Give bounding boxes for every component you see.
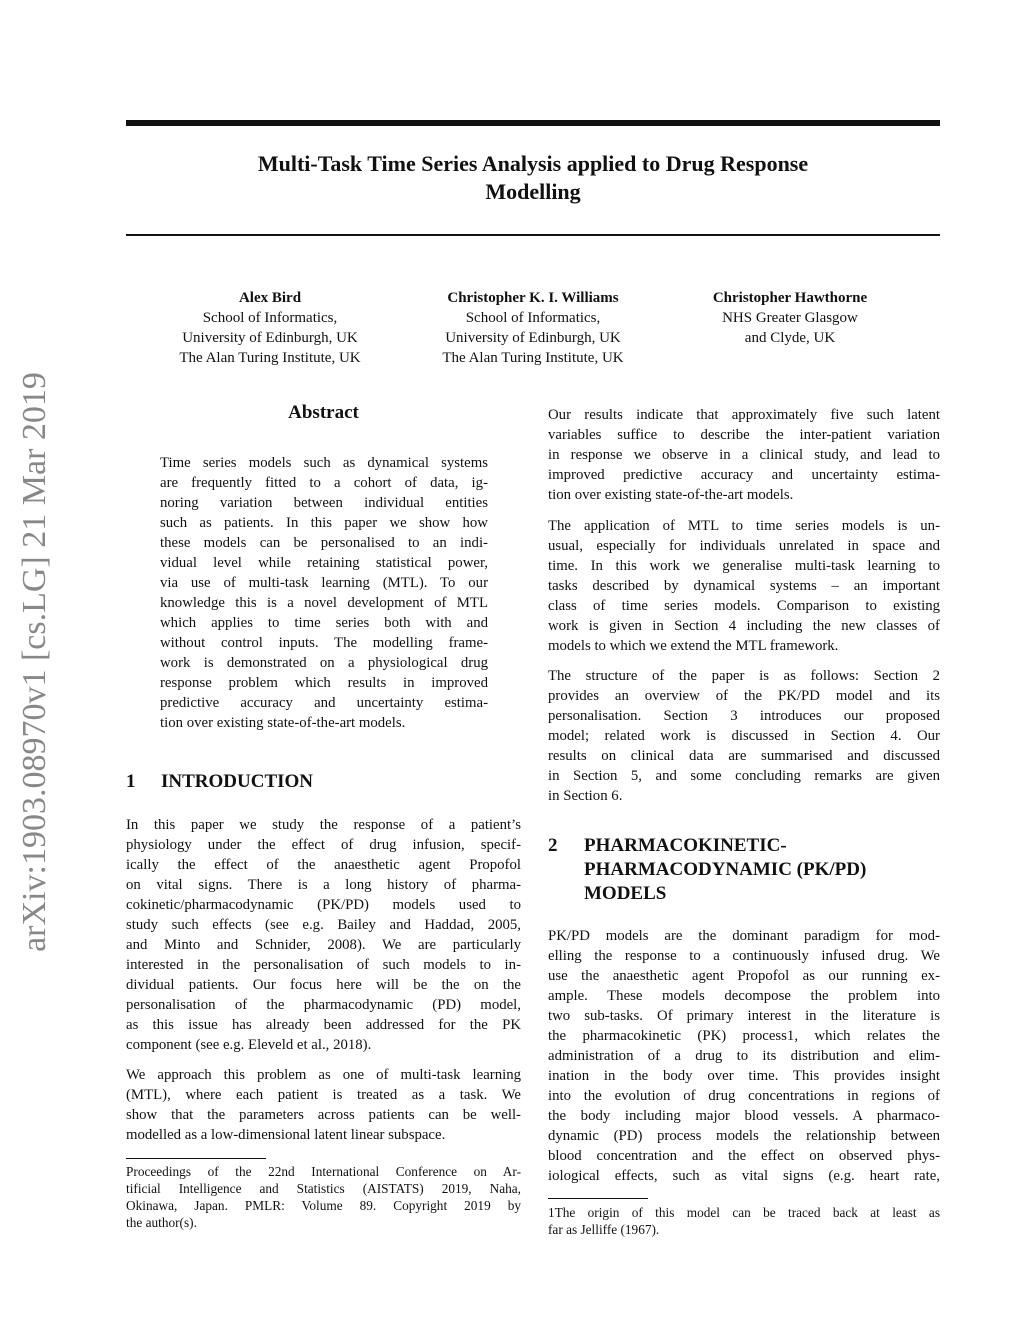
text-line: administration of a drug to its distribution and elim-: [548, 1048, 940, 1064]
text-line: study such effects (see e.g. Bailey and Haddad, 2005,: [126, 917, 521, 933]
text-line: tasks described by dynamical systems – an important: [548, 578, 940, 594]
footnote-rule: [126, 1158, 266, 1159]
text-line: in Section 5, and some concluding remarks are given: [548, 768, 940, 784]
text-line: ample. These models decompose the problem into: [548, 988, 940, 1004]
abstract-line: tion over existing state-of-the-art models.: [160, 715, 406, 731]
abstract-line: are frequently fitted to a cohort of data, ig-: [160, 475, 488, 491]
section-title: INTRODUCTION: [161, 771, 314, 792]
text-line: physiology under the effect of drug infusion, specif-: [126, 837, 521, 853]
author-affiliation: The Alan Turing Institute, UK: [179, 350, 361, 366]
pkpd-paragraph: [548, 926, 940, 1186]
text-line: usual, especially for individuals unrelated in space and: [548, 538, 940, 554]
text-line: The application of MTL to time series models is un-: [548, 518, 940, 534]
author-block: [403, 288, 663, 368]
right-paragraph-1: [548, 405, 940, 505]
text-line: personalisation. Section 3 introduces our proposed: [548, 708, 940, 724]
text-line: In this paper we study the response of a patient’s: [126, 817, 521, 833]
text-line: time. In this work we generalise multi-task learning to: [548, 558, 940, 574]
text-line: the body including major blood vessels. A pharmaco-: [548, 1108, 940, 1124]
section-title-line: PHARMACODYNAMIC (PK/PD): [584, 859, 867, 880]
author-affiliation: University of Edinburgh, UK: [182, 330, 358, 346]
abstract-heading: Abstract: [288, 402, 359, 423]
abstract-line: noring variation between individual entities: [160, 495, 488, 511]
text-line: blood concentration and the effect on observed phys-: [548, 1148, 940, 1164]
jelliffe-footnote: [548, 1204, 940, 1238]
author-name: Alex Bird: [238, 290, 302, 306]
abstract-body: [160, 453, 488, 733]
section-heading-pkpd: [584, 834, 944, 906]
text-line: far as Jelliffe (1967).: [548, 1222, 660, 1237]
section-heading-introduction: [126, 770, 521, 794]
text-line: modelled as a low-dimensional latent linear subspace.: [126, 1127, 446, 1143]
abstract-line: these models can be personalised to an indi-: [160, 535, 488, 551]
author-name: Christopher K. I. Williams: [447, 290, 619, 306]
text-line: class of time series models. Comparison to existing: [548, 598, 940, 614]
abstract-line: such as patients. In this paper we show how: [160, 515, 488, 531]
text-line: model; related work is discussed in Section 4. Our: [548, 728, 940, 744]
text-line: the pharmacokinetic (PK) process1, which relates the: [548, 1028, 940, 1044]
footnote-rule: [548, 1198, 648, 1199]
author-affiliation: School of Informatics,: [465, 310, 601, 326]
author-affiliation: School of Informatics,: [202, 310, 338, 326]
abstract-line: without control inputs. The modelling frame-: [160, 635, 488, 651]
text-line: improved predictive accuracy and uncertainty estima-: [548, 467, 940, 483]
abstract-line: response problem which results in improved: [160, 675, 488, 691]
text-line: interested in the personalisation of such models to in-: [126, 957, 521, 973]
text-line: into the evolution of drug concentrations in regions of: [548, 1088, 940, 1104]
text-line: tificial Intelligence and Statistics (AISTATS) 2019, Naha,: [126, 1181, 521, 1196]
text-line: tion over existing state-of-the-art models.: [548, 487, 794, 503]
abstract-line: which applies to time series both with and: [160, 615, 488, 631]
text-line: variables suffice to describe the inter-patient variation: [548, 427, 940, 443]
abstract-line: work is demonstrated on a physiological drug: [160, 655, 488, 671]
author-affiliation: NHS Greater Glasgow: [722, 310, 858, 326]
text-line: Our results indicate that approximately five such latent: [548, 407, 940, 423]
paper-title: [126, 150, 940, 206]
text-line: component (see e.g. Eleveld et al., 2018).: [126, 1037, 372, 1053]
author-block: [140, 288, 400, 368]
abstract-line: via use of multi-task learning (MTL). To our: [160, 575, 488, 591]
text-line: ination in the body over time. This provides insight: [548, 1068, 940, 1084]
abstract-line: knowledge this is a novel development of MTL: [160, 595, 488, 611]
text-line: show that the parameters across patients can be well-: [126, 1107, 521, 1123]
text-line: personalisation of the pharmacodynamic (PD) model,: [126, 997, 521, 1013]
text-line: in Section 6.: [548, 788, 623, 804]
text-line: iological effects, such as vital signs (e.g. heart rate,: [548, 1168, 940, 1184]
section-title-line: MODELS: [584, 883, 667, 904]
text-line: Proceedings of the 22nd International Conference on Ar-: [126, 1164, 521, 1179]
text-line: dividual patients. Our focus here will be the on the: [126, 977, 521, 993]
text-line: elling the response to a continuously infused drug. We: [548, 948, 940, 964]
intro-paragraph-2: [126, 1065, 521, 1145]
text-line: two sub-tasks. Of primary interest in the literature is: [548, 1008, 940, 1024]
right-paragraph-2: [548, 516, 940, 656]
abstract-line: predictive accuracy and uncertainty estima-: [160, 695, 488, 711]
author-affiliation: University of Edinburgh, UK: [445, 330, 621, 346]
author-name: Christopher Hawthorne: [712, 290, 868, 306]
text-line: on vital signs. There is a long history of pharma-: [126, 877, 521, 893]
text-line: work is given in Section 4 including the new classes of: [548, 618, 940, 634]
section-number: 1: [126, 771, 136, 792]
section-number: 2: [548, 835, 558, 856]
abstract-line: Time series models such as dynamical systems: [160, 455, 488, 471]
author-affiliation: and Clyde, UK: [744, 330, 836, 346]
text-line: results on clinical data are summarised and discussed: [548, 748, 940, 764]
title-line: Multi-Task Time Series Analysis applied to Drug Response: [257, 151, 809, 176]
text-line: We approach this problem as one of multi-task learning: [126, 1067, 521, 1083]
title-top-rule: [126, 120, 940, 126]
text-line: the author(s).: [126, 1215, 197, 1230]
text-line: cokinetic/pharmacodynamic (PK/PD) models used to: [126, 897, 521, 913]
intro-paragraph-1: [126, 815, 521, 1055]
right-paragraph-3: [548, 666, 940, 806]
text-line: models to which we extend the MTL framework.: [548, 638, 839, 654]
text-line: and Minto and Schnider, 2008). We are particularly: [126, 937, 521, 953]
section-title-line: PHARMACOKINETIC-: [584, 835, 787, 856]
text-line: (MTL), where each patient is treated as a task. We: [126, 1087, 521, 1103]
text-line: ically the effect of the anaesthetic agent Propofol: [126, 857, 521, 873]
text-line: PK/PD models are the dominant paradigm for mod-: [548, 928, 940, 944]
title-bottom-rule: [126, 234, 940, 236]
author-block: [670, 288, 910, 348]
text-line: 1The origin of this model can be traced back at least as: [548, 1205, 940, 1220]
text-line: The structure of the paper is as follows: Section 2: [548, 668, 940, 684]
text-line: use the anaesthetic agent Propofol as our running ex-: [548, 968, 940, 984]
author-affiliation: The Alan Turing Institute, UK: [442, 350, 624, 366]
text-line: as this issue has already been addressed for the PK: [126, 1017, 521, 1033]
text-line: provides an overview of the PK/PD model and its: [548, 688, 940, 704]
arxiv-identifier: arXiv:1903.08970v1 [cs.LG] 21 Mar 2019: [16, 372, 53, 952]
text-line: Okinawa, Japan. PMLR: Volume 89. Copyright 2019 by: [126, 1198, 521, 1213]
text-line: dynamic (PD) process models the relationship between: [548, 1128, 940, 1144]
text-line: in response we observe in a clinical study, and lead to: [548, 447, 940, 463]
title-line: Modelling: [485, 179, 581, 204]
abstract-line: vidual level while retaining statistical power,: [160, 555, 488, 571]
proceedings-footnote: [126, 1163, 521, 1231]
